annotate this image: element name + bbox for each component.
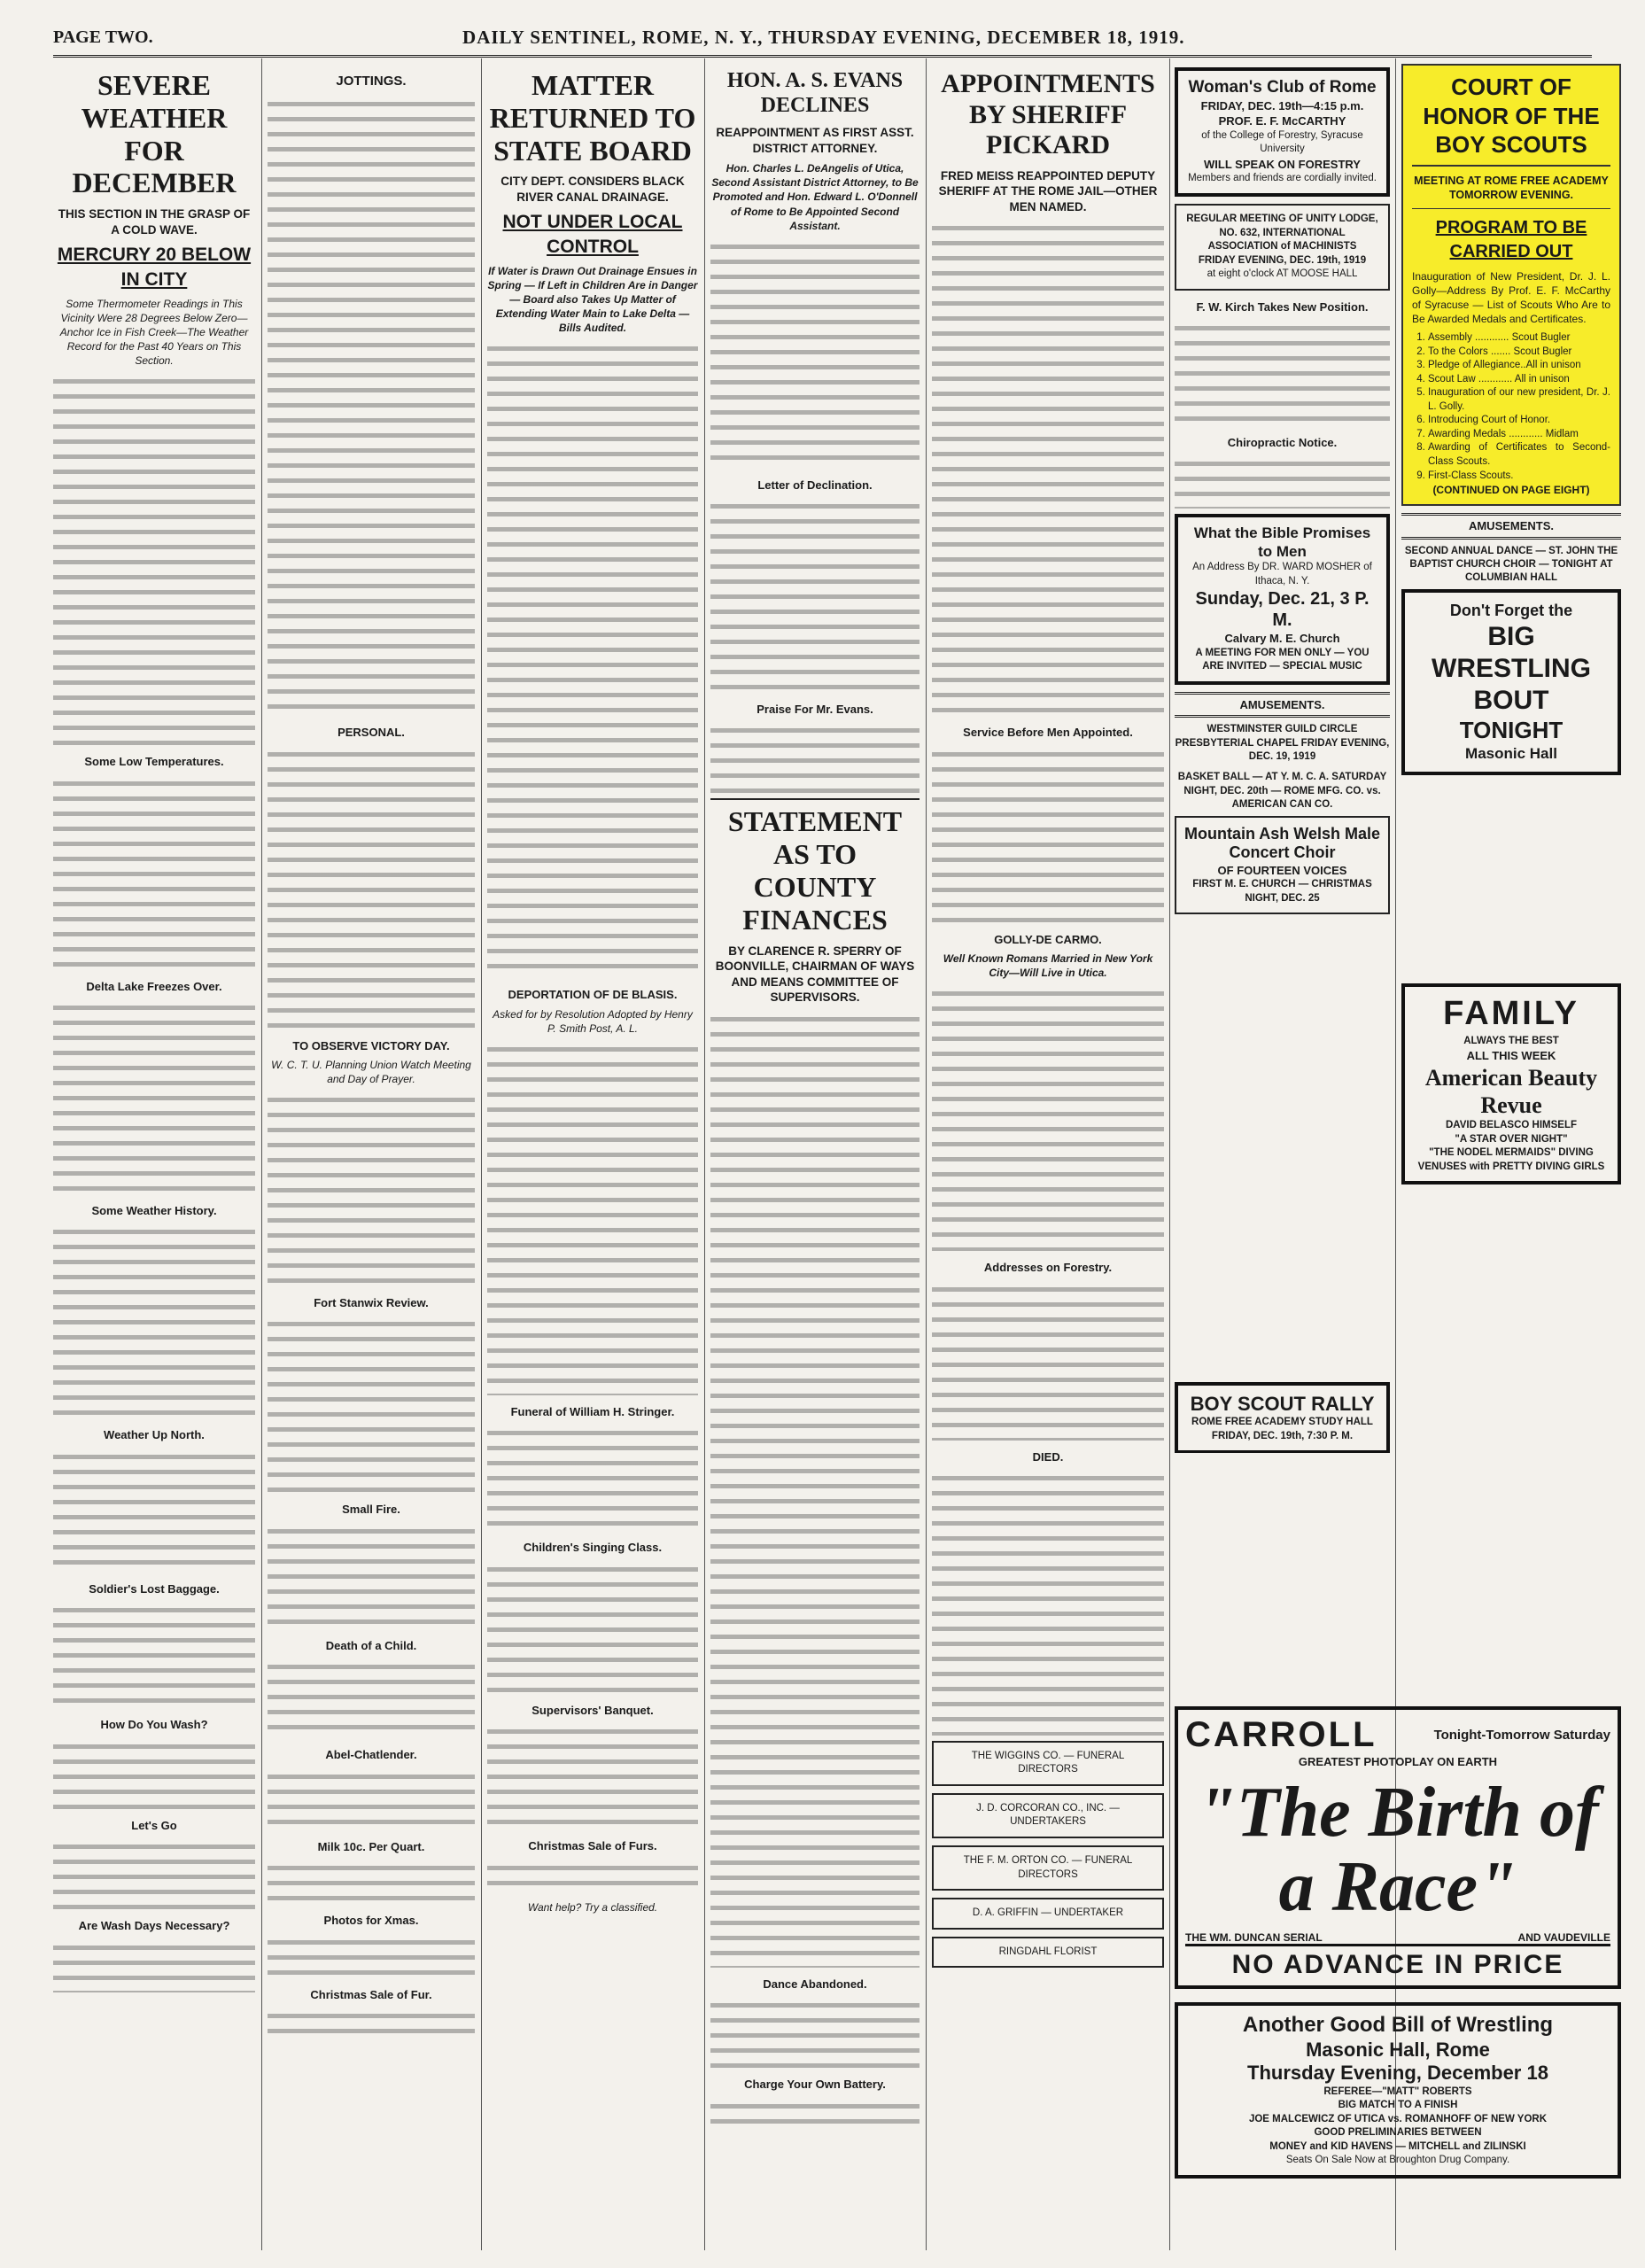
- wrestling-bill-box: [1175, 2002, 1621, 2179]
- section-subheading: Well Known Romans Married in New York City—Will Live in Utica.: [943, 951, 1153, 980]
- unity-lodge-date: FRIDAY EVENING, DEC. 19th, 1919: [1198, 254, 1367, 266]
- jottings-heading: JOTTINGS.: [336, 74, 407, 89]
- section-subheading: W. C. T. U. Planning Union Watch Meeting and Day of Prayer.: [271, 1058, 471, 1085]
- section-heading: Funeral of William H. Stringer.: [510, 1405, 675, 1419]
- bible-church: Calvary M. E. Church: [1224, 632, 1340, 646]
- unity-lodge-place: at eight o'clock AT MOOSE HALL: [1207, 268, 1358, 280]
- section-subheading: Asked for by Resolution Adopted by Henry P. Smith Post, A. L.: [493, 1007, 693, 1035]
- article-text: [268, 1523, 475, 1629]
- article-text: [710, 1011, 919, 1968]
- section-heading: Dance Abandoned.: [763, 1977, 867, 1991]
- article-text: [53, 1738, 255, 1809]
- program-list: [1428, 331, 1610, 483]
- choir-ad: [1175, 816, 1390, 915]
- article-text: [710, 498, 919, 693]
- boy-scout-rally-box: [1175, 1382, 1390, 1453]
- newspaper-title: DAILY SENTINEL, ROME, N. Y., THURSDAY EVENING, DECEMBER 18, 1919.: [462, 26, 1185, 48]
- carroll-theater-box: [1175, 1701, 1621, 1989]
- rally-sub: ROME FREE ACADEMY STUDY HALL: [1191, 1417, 1373, 1428]
- section-heading: How Do You Wash?: [100, 1718, 208, 1732]
- section-heading: Let's Go: [131, 1818, 177, 1832]
- unity-lodge-ad: [1175, 204, 1390, 291]
- wrestling-bout: BOUT: [1473, 686, 1549, 716]
- program-item: 6. Introducing Court of Honor.: [1428, 414, 1610, 428]
- finances-headline: STATEMENT AS TO COUNTY FINANCES: [710, 798, 919, 936]
- carroll-tag: GREATEST PHOTOPLAY ON EARTH: [1298, 1755, 1498, 1768]
- evans-deck: REAPPOINTMENT AS FIRST ASST. DISTRICT ATTORNEY.: [716, 126, 914, 155]
- wrestling-bill-seats: Seats On Sale Now at Broughton Drug Company.: [1285, 2155, 1510, 2166]
- article-text: [932, 220, 1164, 716]
- sheriff-headline: APPOINTMENTS BY SHERIFF PICKARD: [941, 69, 1155, 159]
- family-ad: [1401, 983, 1621, 1184]
- womans-club-title: Woman's Club of Rome: [1188, 78, 1377, 97]
- griffin-ad: [932, 1898, 1164, 1930]
- wrestling-bill-main: JOE MALCEWICZ OF UTICA vs. ROMANHOFF OF NEW YORK: [1248, 2113, 1548, 2124]
- article-text: [487, 1723, 698, 1829]
- column-rule: [261, 58, 262, 2250]
- court-of-honor-deck: MEETING AT ROME FREE ACADEMY TOMORROW EVENING.: [1412, 174, 1610, 210]
- wrestling-bill-pairs: MONEY and KID HAVENS — MITCHELL and ZILINSKI: [1269, 2140, 1526, 2152]
- family-mermaids: "THE NODEL MERMAIDS" DIVING VENUSES with PRETTY DIVING GIRLS: [1417, 1147, 1605, 1172]
- bible-ad: [1175, 514, 1390, 684]
- wrestling-bill-ad: [1175, 2002, 1621, 2179]
- article-text: [487, 1860, 698, 1895]
- section-heading: Supervisors' Banquet.: [532, 1703, 654, 1717]
- choir-date: FIRST M. E. CHURCH — CHRISTMAS NIGHT, DEC. 25: [1192, 879, 1372, 904]
- section-heading: DIED.: [1032, 1449, 1064, 1464]
- section-heading: Weather Up North.: [104, 1428, 205, 1442]
- court-of-honor-program: PROGRAM TO BE CARRIED OUT: [1435, 218, 1587, 261]
- article-text: [268, 1316, 475, 1493]
- section-heading: Some Weather History.: [91, 1204, 217, 1218]
- womans-club-affil: of the College of Forestry, Syracuse University: [1201, 129, 1363, 155]
- column-3: [487, 64, 698, 2247]
- article-text: [53, 1449, 255, 1573]
- section-heading: Small Fire.: [342, 1503, 400, 1517]
- family-theater-box: [1401, 983, 1621, 1347]
- corcoran-ad: [932, 1793, 1164, 1838]
- section-heading: Christmas Sale of Fur.: [310, 1987, 432, 2001]
- wrestling-bill-title: Another Good Bill of Wrestling: [1242, 2013, 1554, 2037]
- wrestling-bill-match: BIG MATCH TO A FINISH: [1338, 2100, 1458, 2111]
- article-text: [53, 1223, 255, 1418]
- bible-date: Sunday, Dec. 21, 3 P. M.: [1195, 589, 1370, 631]
- program-item: 2. To the Colors ....... Scout Bugler: [1428, 346, 1610, 360]
- rally-date: FRIDAY, DEC. 19th, 7:30 P. M.: [1211, 1430, 1354, 1441]
- state-board-headline: MATTER RETURNED TO STATE BOARD: [489, 69, 696, 167]
- ringdahl-ad: [932, 1937, 1164, 1969]
- article-text: [1175, 320, 1390, 426]
- column-4: [710, 64, 919, 2247]
- column-1: [53, 64, 255, 2247]
- section-heading: GOLLY-DE CARMO.: [994, 932, 1102, 946]
- choir-title: Mountain Ash Welsh Male Concert Choir: [1183, 824, 1381, 862]
- program-item: 4. Scout Law ............ All in unison: [1428, 373, 1610, 387]
- state-board-summary: If Water is Drawn Out Drainage Ensues in Spring — If Left in Children Are in Danger — Board also Takes Up Matter of Extending Water Main to Lake Delta — Bills Audited.: [487, 265, 698, 335]
- article-text: [268, 1768, 475, 1830]
- article-text: [932, 985, 1164, 1251]
- wrestling-bill-prelim: GOOD PRELIMINARIES BETWEEN: [1314, 2127, 1482, 2139]
- wrestling-bill-date: Thursday Evening, December 18: [1247, 2062, 1548, 2085]
- section-heading: Milk 10c. Per Quart.: [317, 1839, 425, 1853]
- choir-sub: OF FOURTEEN VOICES: [1217, 863, 1347, 877]
- weather-summary: Some Thermometer Readings in This Vicinity Were 28 Degrees Below Zero—Anchor Ice in Fish Creek—The Weather Record for the Past 40 Years on This Section.: [59, 297, 249, 368]
- sheriff-deck: FRED MEISS REAPPOINTED DEPUTY SHERIFF AT THE ROME JAIL—OTHER MEN NAMED.: [938, 168, 1158, 214]
- article-text: [487, 1561, 698, 1694]
- column-rule: [704, 58, 705, 2250]
- program-item: 5. Inauguration of our new president, Dr. J. L. Golly.: [1428, 386, 1610, 414]
- article-text: [53, 775, 255, 970]
- wiggins-ad: [932, 1741, 1164, 1786]
- article-text: [932, 1281, 1164, 1441]
- program-item: 7. Awarding Medals ............ Midlam: [1428, 428, 1610, 442]
- article-text: [53, 1939, 255, 1992]
- article-text: [710, 722, 919, 793]
- weather-subhead: MERCURY 20 BELOW IN CITY: [57, 245, 252, 290]
- column-2: [268, 64, 475, 2247]
- state-board-subhead: NOT UNDER LOCAL CONTROL: [502, 212, 683, 257]
- article-text: [268, 746, 475, 1029]
- article-text: [487, 1041, 698, 1395]
- court-of-honor-title: COURT OF HONOR OF THE BOY SCOUTS: [1412, 73, 1610, 167]
- family-name: FAMILY: [1443, 995, 1579, 1032]
- section-heading: Some Low Temperatures.: [84, 755, 224, 769]
- section-heading: PERSONAL.: [338, 726, 405, 740]
- carroll-serial: THE WM. DUNCAN SERIAL: [1185, 1931, 1323, 1944]
- article-text: [710, 2098, 919, 2133]
- column-rule: [481, 58, 482, 2250]
- evans-summary: Hon. Charles L. DeAngelis of Utica, Second Assistant District Attorney, to Be Promoted and Hon. Edward L. O'Donnell of Rome to Be Appointed Second Assistant.: [711, 162, 919, 232]
- section-heading: Children's Singing Class.: [523, 1541, 663, 1555]
- ad-text: THE WIGGINS CO. — FUNERAL DIRECTORS: [971, 1750, 1125, 1775]
- rally-ad: [1175, 1382, 1390, 1453]
- rally-title: BOY SCOUT RALLY: [1190, 1393, 1375, 1415]
- wrestling-big: BIG: [1487, 622, 1535, 652]
- wrestling-bill-referee: REFEREE—"MATT" ROBERTS: [1323, 2085, 1472, 2097]
- wrestling-bill-place: Masonic Hall, Rome: [1306, 2038, 1490, 2061]
- family-also: DAVID BELASCO HIMSELF: [1445, 1120, 1577, 1131]
- ad-text: J. D. CORCORAN CO., INC. — UNDERTAKERS: [976, 1802, 1120, 1828]
- family-in: "A STAR OVER NIGHT": [1455, 1133, 1568, 1145]
- program-item: 3. Pledge of Allegiance..All in unison: [1428, 359, 1610, 373]
- column-rule: [1169, 58, 1170, 2250]
- article-text: [53, 373, 255, 745]
- orton-ad: [932, 1845, 1164, 1891]
- section-heading: Letter of Declination.: [757, 478, 873, 492]
- page-number: PAGE TWO.: [53, 27, 153, 47]
- program-item: 8. Awarding of Certificates to Second-Class Scouts.: [1428, 441, 1610, 469]
- bible-by: An Address By DR. WARD MOSHER of Ithaca, N. Y.: [1192, 562, 1372, 586]
- carroll-vaudeville: AND VAUDEVILLE: [1517, 1931, 1610, 1944]
- court-of-honor-box: [1401, 64, 1621, 506]
- carroll-when: Tonight-Tomorrow Saturday: [1433, 1728, 1610, 1743]
- wrestling-place: Masonic Hall: [1465, 745, 1557, 763]
- article-text: [710, 1997, 919, 2068]
- section-heading: Abel-Chatlender.: [325, 1748, 417, 1762]
- guild-notice: WESTMINSTER GUILD CIRCLE PRESBYTERIAL CHAPEL FRIDAY EVENING, DEC. 19, 1919: [1175, 724, 1390, 762]
- section-heading: Soldier's Lost Baggage.: [89, 1581, 220, 1596]
- article-text: [1175, 455, 1390, 509]
- family-week: ALL THIS WEEK: [1466, 1049, 1556, 1063]
- womans-club-topic: WILL SPEAK ON FORESTRY: [1204, 157, 1361, 171]
- program-item: 9. First-Class Scouts.: [1428, 470, 1610, 484]
- dance-notice: SECOND ANNUAL DANCE — ST. JOHN THE BAPTIST CHURCH CHOIR — TONIGHT AT COLUMBIAN HALL: [1404, 545, 1618, 584]
- section-heading: Christmas Sale of Furs.: [528, 1839, 657, 1853]
- family-always: ALWAYS THE BEST: [1463, 1035, 1559, 1046]
- article-text: [268, 2008, 475, 2043]
- article-text: [932, 1470, 1164, 1736]
- womans-club-date: FRIDAY, DEC. 19th—4:15 p.m.: [1200, 98, 1364, 113]
- ad-text: D. A. GRIFFIN — UNDERTAKER: [972, 1907, 1124, 1919]
- womans-club-speaker: PROF. E. F. McCARTHY: [1218, 114, 1346, 128]
- wrestling-top: Don't Forget the: [1449, 601, 1573, 619]
- section-heading: DEPORTATION OF DE BLASIS.: [508, 988, 678, 1002]
- womans-club-invite: Members and friends are cordially invited.: [1188, 173, 1377, 184]
- column-rule: [926, 58, 927, 2250]
- ad-text: RINGDAHL FLORIST: [998, 1946, 1098, 1957]
- carroll-name: CARROLL: [1185, 1715, 1377, 1754]
- article-text: [268, 1860, 475, 1904]
- basketball-notice: BASKET BALL — AT Y. M. C. A. SATURDAY NIGHT, DEC. 20th — ROME MFG. CO. vs. AMERICAN CAN CO.: [1177, 772, 1387, 811]
- article-text: [53, 1838, 255, 1909]
- section-heading: Delta Lake Freezes Over.: [86, 979, 222, 993]
- article-text: [268, 1934, 475, 1978]
- finances-deck: BY CLARENCE R. SPERRY OF BOONVILLE, CHAIRMAN OF WAYS AND MEANS COMMITTEE OF SUPERVISORS.: [715, 944, 915, 1005]
- carroll-advance: NO ADVANCE IN PRICE: [1185, 1944, 1610, 1980]
- section-heading: TO OBSERVE VICTORY DAY.: [292, 1038, 450, 1052]
- section-heading: Chiropractic Notice.: [1227, 435, 1338, 449]
- continued-note: (CONTINUED ON PAGE EIGHT): [1432, 484, 1590, 497]
- article-text: [268, 1658, 475, 1738]
- column-6: [1175, 64, 1390, 1382]
- section-heading: Photos for Xmas.: [323, 1914, 419, 1928]
- amusements-heading: AMUSEMENTS.: [1175, 692, 1390, 718]
- article-text: [487, 1425, 698, 1531]
- section-heading: Death of a Child.: [325, 1638, 417, 1652]
- state-board-deck: CITY DEPT. CONSIDERS BLACK RIVER CANAL DRAINAGE.: [500, 175, 685, 204]
- evans-headline: HON. A. S. EVANS DECLINES: [726, 69, 904, 117]
- section-heading: Service Before Men Appointed.: [963, 726, 1133, 740]
- program-item: 1. Assembly ............ Scout Bugler: [1428, 331, 1610, 346]
- section-heading: Are Wash Days Necessary?: [78, 1919, 230, 1933]
- womans-club-ad: [1175, 67, 1390, 197]
- wrestling-word: WRESTLING: [1432, 654, 1591, 684]
- amusements-heading: AMUSEMENTS.: [1401, 513, 1621, 539]
- section-heading: Praise For Mr. Evans.: [757, 703, 873, 717]
- article-text: [710, 238, 919, 469]
- wrestling-ad: [1401, 589, 1621, 775]
- carroll-ad: [1175, 1706, 1621, 1989]
- article-text: [487, 340, 698, 978]
- article-text: [53, 999, 255, 1194]
- section-heading: F. W. Kirch Takes New Position.: [1196, 299, 1369, 314]
- carroll-film: "The Birth of a Race": [1197, 1774, 1599, 1926]
- ad-text: THE F. M. ORTON CO. — FUNERAL DIRECTORS: [963, 1854, 1133, 1880]
- weather-headline: SEVERE WEATHER FOR DECEMBER: [72, 69, 237, 199]
- section-heading: Addresses on Forestry.: [983, 1261, 1113, 1275]
- section-heading: Charge Your Own Battery.: [744, 2078, 886, 2092]
- article-text: [268, 96, 475, 716]
- bible-note: A MEETING FOR MEN ONLY — YOU ARE INVITED — SPECIAL MUSIC: [1195, 647, 1370, 672]
- court-of-honor-intro: Inauguration of New President, Dr. J. L. Golly—Address By Prof. E. F. McCarthy of Syracuse — List of Scouts Who Are to Be Awarded Medals and Certificates.: [1412, 269, 1610, 326]
- article-text: [268, 1091, 475, 1286]
- bible-title: What the Bible Promises to Men: [1193, 524, 1371, 560]
- classified-promo: Want help? Try a classified.: [527, 1900, 658, 1914]
- weather-deck: THIS SECTION IN THE GRASP OF A COLD WAVE.: [58, 207, 251, 237]
- article-text: [932, 746, 1164, 923]
- unity-lodge-title: REGULAR MEETING OF UNITY LODGE, NO. 632, INTERNATIONAL ASSOCIATION of MACHINISTS: [1186, 213, 1378, 252]
- column-5: [932, 64, 1164, 2247]
- section-heading: Fort Stanwix Review.: [314, 1296, 429, 1310]
- masthead: [53, 19, 1592, 58]
- family-show: American Beauty Revue: [1424, 1064, 1598, 1118]
- article-text: [53, 1602, 255, 1708]
- wrestling-tonight: TONIGHT: [1459, 717, 1564, 744]
